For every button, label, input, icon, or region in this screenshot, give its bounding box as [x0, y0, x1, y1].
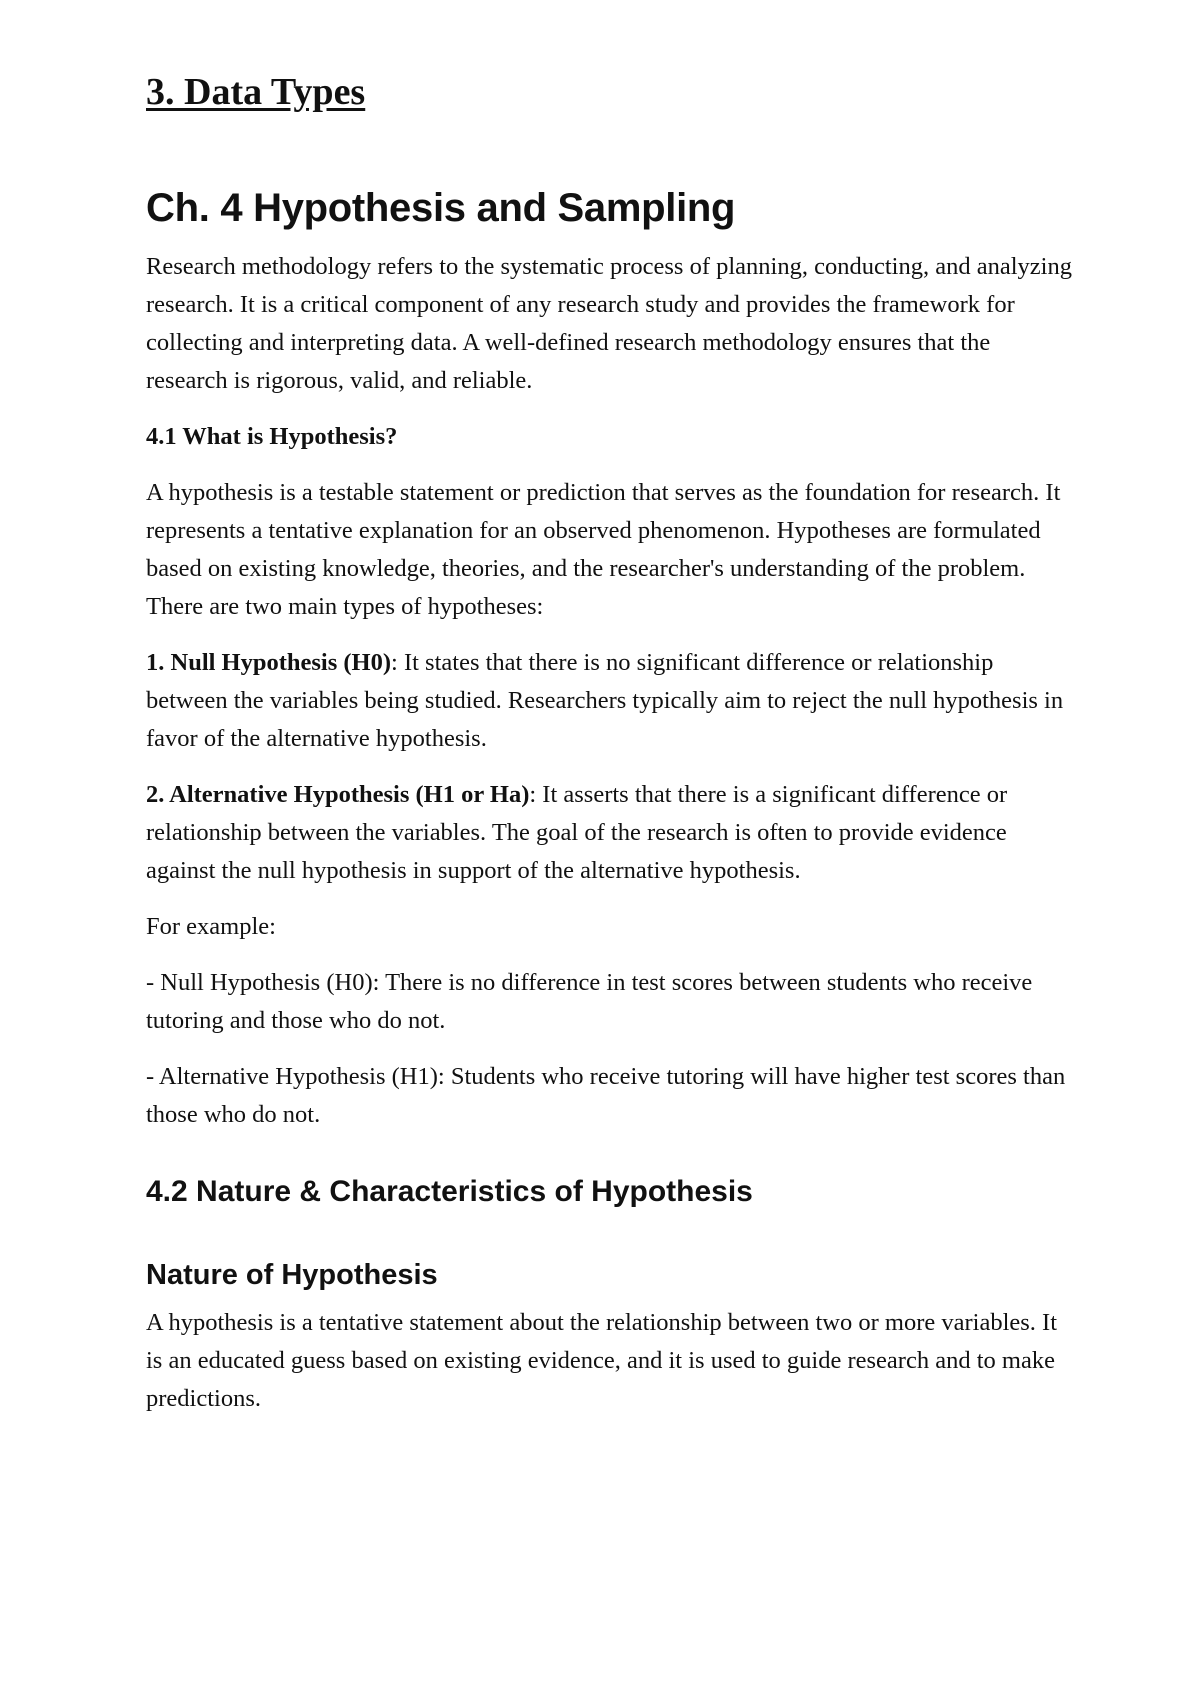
null-hypothesis-item [146, 644, 1076, 758]
nature-paragraph: A hypothesis is a tentative statement about the relationship between two or more variables. It is an educated guess based on existing evidence, and it is used to guide research and to make predictions. [146, 1309, 1058, 1413]
nature-of-hypothesis-heading: Nature of Hypothesis [146, 1258, 438, 1291]
alternative-hypothesis-item [146, 776, 1076, 890]
alternative-hypothesis-text: : It asserts that there is a significant difference or relationship between the variables. The goal of the research is often to provide evidence against the null hypothesis in support of the alternative hypothesis. [146, 780, 1008, 884]
chapter-title: Ch. 4 Hypothesis and Sampling [146, 185, 736, 230]
section-title: 3. Data Types [146, 71, 366, 113]
null-hypothesis-label: 1. Null Hypothesis (H0) [146, 648, 392, 676]
example-null: - Null Hypothesis (H0): There is no difference in test scores between students who receive tutoring and those who do not. [146, 968, 1033, 1034]
null-hypothesis-text: : It states that there is no significant difference or relationship between the variables being studied. Researchers typically aim to reject the null hypothesis in favor of the alternative hypothesis. [146, 648, 1064, 752]
section-4-1-heading: 4.1 What is Hypothesis? [146, 422, 398, 450]
example-alternative: - Alternative Hypothesis (H1): Students who receive tutoring will have higher test scores than those who do not. [146, 1062, 1066, 1128]
alternative-hypothesis-label: 2. Alternative Hypothesis (H1 or Ha) [146, 780, 530, 808]
example-intro: For example: [146, 912, 276, 940]
document-page [146, 70, 1076, 1418]
intro-paragraph: Research methodology refers to the systematic process of planning, conducting, and analyzing research. It is a critical component of any research study and provides the framework for collecting and interpreting data. A well-defined research methodology ensures that the research is rigorous, valid, and reliable. [146, 252, 1072, 394]
section-4-2-heading: 4.2 Nature & Characteristics of Hypothesis [146, 1174, 753, 1208]
hypothesis-definition-paragraph: A hypothesis is a testable statement or prediction that serves as the foundation for research. It represents a tentative explanation for an observed phenomenon. Hypotheses are formulated based on existing knowledge, theories, and the researcher's understanding of the problem. There are two main types of hypotheses: [146, 478, 1061, 620]
